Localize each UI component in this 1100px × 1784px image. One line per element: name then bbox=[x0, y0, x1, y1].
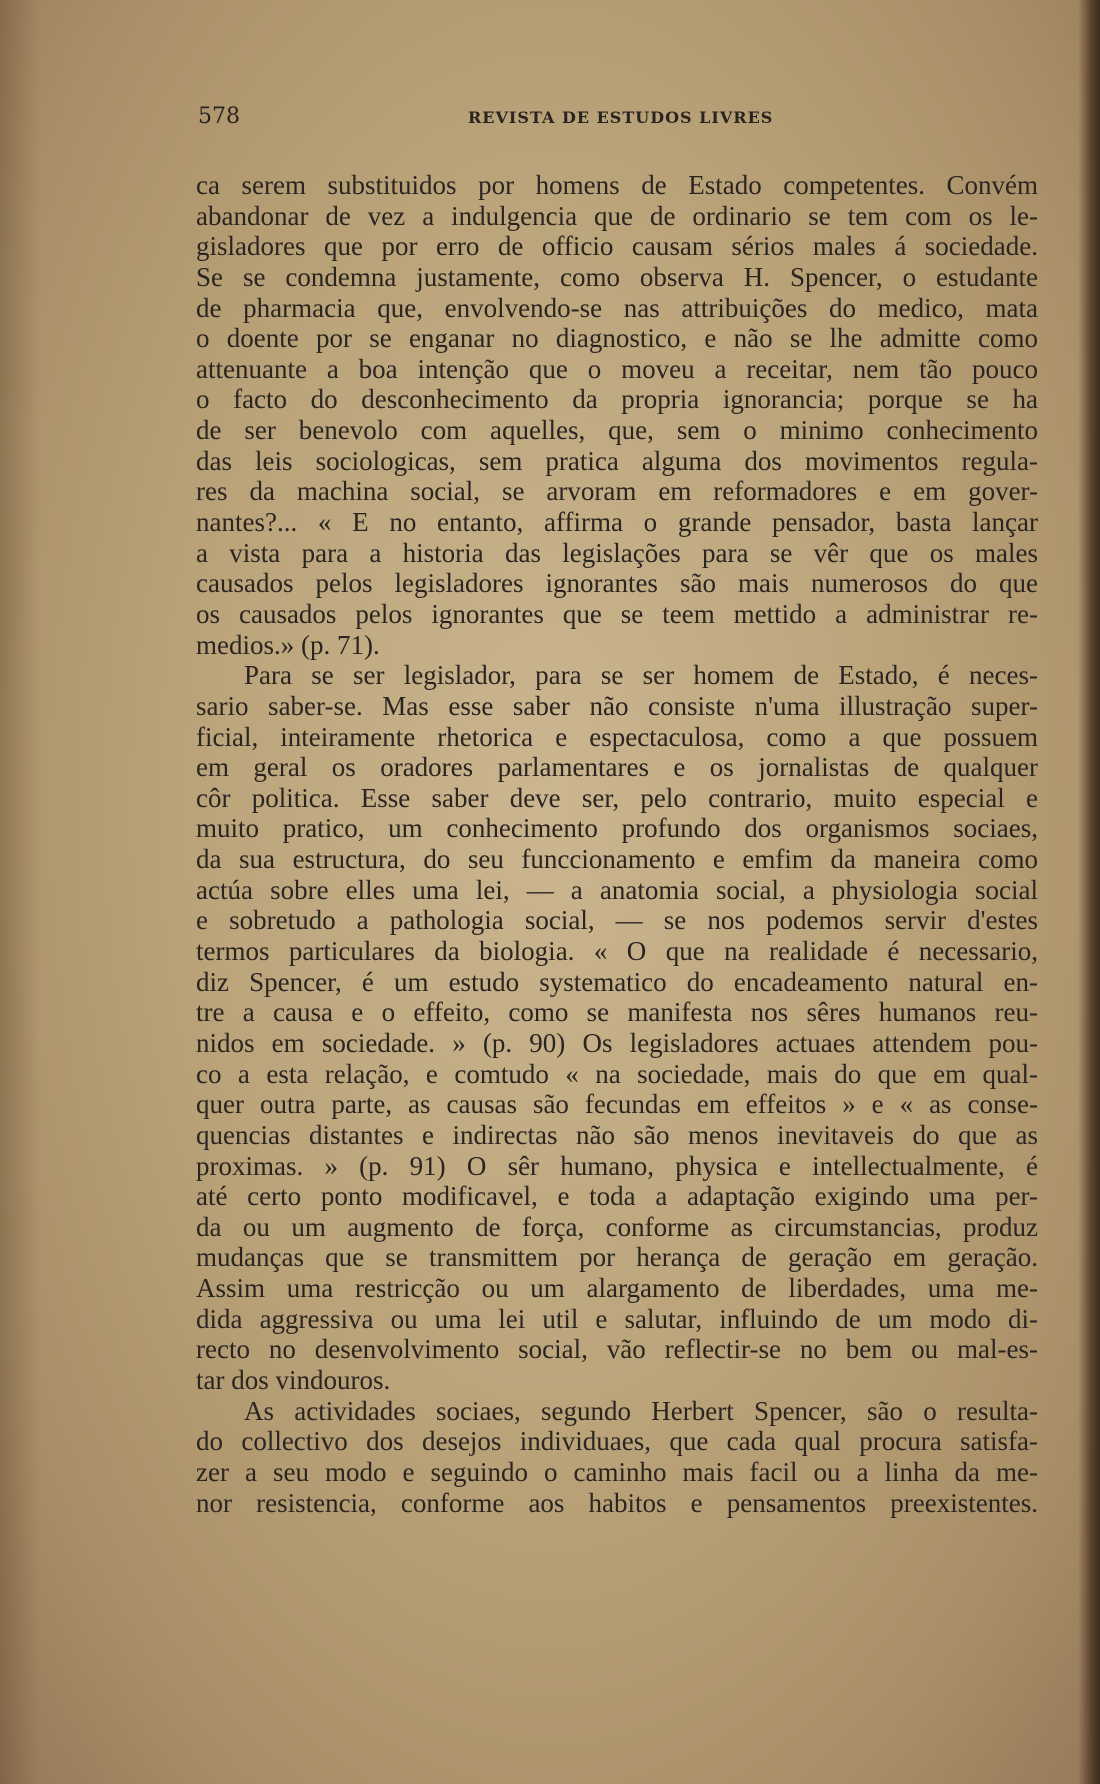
text-line: recto no desenvolvimento social, vão reflectir-se no bem ou mal-es- bbox=[196, 1334, 1038, 1365]
text-line: das leis sociologicas, sem pratica alguma dos movimentos regula- bbox=[196, 445, 1038, 476]
text-line: zer a seu modo e seguindo o caminho mais facil ou a linha da me- bbox=[196, 1456, 1038, 1487]
text-line: em geral os oradores parlamentares e os jornalistas de qualquer bbox=[196, 752, 1038, 783]
text-line: a vista para a historia das legislações para se vêr que os males bbox=[196, 537, 1038, 568]
text-line: tar dos vindouros. bbox=[196, 1364, 391, 1395]
text-line: termos particulares da biologia. « O que na realidade é necessario, bbox=[196, 936, 1038, 967]
text-line: côr politica. Esse saber deve ser, pelo contrario, muito especial e bbox=[196, 782, 1038, 813]
text-line: até certo ponto modificavel, e toda a adaptação exigindo uma per- bbox=[196, 1181, 1038, 1212]
text-line: nor resistencia, conforme aos habitos e pensamentos preexistentes. bbox=[196, 1487, 1038, 1518]
text-line: medios.» (p. 71). bbox=[196, 629, 380, 660]
page-number: 578 bbox=[198, 104, 240, 129]
text-line: quer outra parte, as causas são fecundas em effeitos » e « as conse- bbox=[196, 1089, 1038, 1120]
text-line: e sobretudo a pathologia social, — se nos podemos servir d'estes bbox=[196, 905, 1038, 936]
text-line: sario saber-se. Mas esse saber não consiste n'uma illustração super- bbox=[196, 690, 1038, 721]
text-line: gisladores que por erro de officio causam sérios males á sociedade. bbox=[196, 231, 1038, 262]
text-line: As actividades sociaes, segundo Herbert Spencer, são o resulta- bbox=[244, 1395, 1038, 1426]
text-line: Assim uma restricção ou um alargamento de liberdades, uma me- bbox=[196, 1273, 1038, 1304]
text-line: o doente por se enganar no diagnostico, e não se lhe admitte como bbox=[196, 323, 1038, 354]
text-line: o facto do desconhecimento da propria ignorancia; porque se ha bbox=[196, 384, 1038, 415]
text-line: muito pratico, um conhecimento profundo dos organismos sociaes, bbox=[196, 813, 1038, 844]
text-line: diz Spencer, é um estudo systematico do encadeamento natural en- bbox=[196, 966, 1038, 997]
text-line: de ser benevolo com aquelles, que, sem o minimo conhecimento bbox=[196, 415, 1038, 446]
text-line: co a esta relação, e comtudo « na sociedade, mais do que em qual- bbox=[196, 1058, 1038, 1089]
text-line: proximas. » (p. 91) O sêr humano, physica e intellectualmente, é bbox=[196, 1150, 1038, 1181]
text-line: causados pelos legisladores ignorantes são mais numerosos do que bbox=[196, 568, 1038, 599]
text-line: os causados pelos ignorantes que se teem mettido a administrar re- bbox=[196, 598, 1038, 629]
text-line: Se se condemna justamente, como observa H. Spencer, o estudante bbox=[196, 261, 1038, 292]
text-line: tre a causa e o effeito, como se manifesta nos sêres humanos reu- bbox=[196, 997, 1038, 1028]
text-line: do collectivo dos desejos individuaes, que cada qual procura satisfa- bbox=[196, 1426, 1038, 1457]
text-line: ficial, inteiramente rhetorica e espectaculosa, como a que possuem bbox=[196, 721, 1038, 752]
journal-title: REVISTA DE ESTUDOS LIVRES bbox=[468, 108, 774, 127]
text-line: res da machina social, se arvoram em reformadores e em gover- bbox=[196, 476, 1038, 507]
text-line: Para se ser legislador, para se ser homem de Estado, é neces- bbox=[244, 660, 1038, 691]
text-line: quencias distantes e indirectas não são menos inevitaveis do que as bbox=[196, 1119, 1038, 1150]
text-line: mudanças que se transmittem por herança de geração em geração. bbox=[196, 1242, 1038, 1273]
body-text bbox=[196, 170, 1038, 1518]
text-line: nidos em sociedade. » (p. 90) Os legisladores actuaes attendem pou- bbox=[196, 1027, 1038, 1058]
running-head bbox=[198, 104, 774, 134]
text-line: ca serem substituidos por homens de Estado competentes. Convém bbox=[196, 170, 1038, 200]
text-line: de pharmacia que, envolvendo-se nas attribuições do medico, mata bbox=[196, 292, 1038, 323]
text-line: actúa sobre elles uma lei, — a anatomia social, a physiologia social bbox=[196, 874, 1038, 905]
text-line: abandonar de vez a indulgencia que de ordinario se tem com os le- bbox=[196, 200, 1038, 231]
text-line: da ou um augmento de força, conforme as circumstancias, produz bbox=[196, 1211, 1038, 1242]
text-line: attenuante a boa intenção que o moveu a receitar, nem tão pouco bbox=[196, 353, 1038, 384]
text-line: dida aggressiva ou uma lei util e salutar, influindo de um modo di- bbox=[196, 1303, 1038, 1334]
text-line: da sua estructura, do seu funccionamento e emfim da maneira como bbox=[196, 844, 1038, 875]
text-line: nantes?... « E no entanto, affirma o grande pensador, basta lançar bbox=[196, 507, 1038, 538]
